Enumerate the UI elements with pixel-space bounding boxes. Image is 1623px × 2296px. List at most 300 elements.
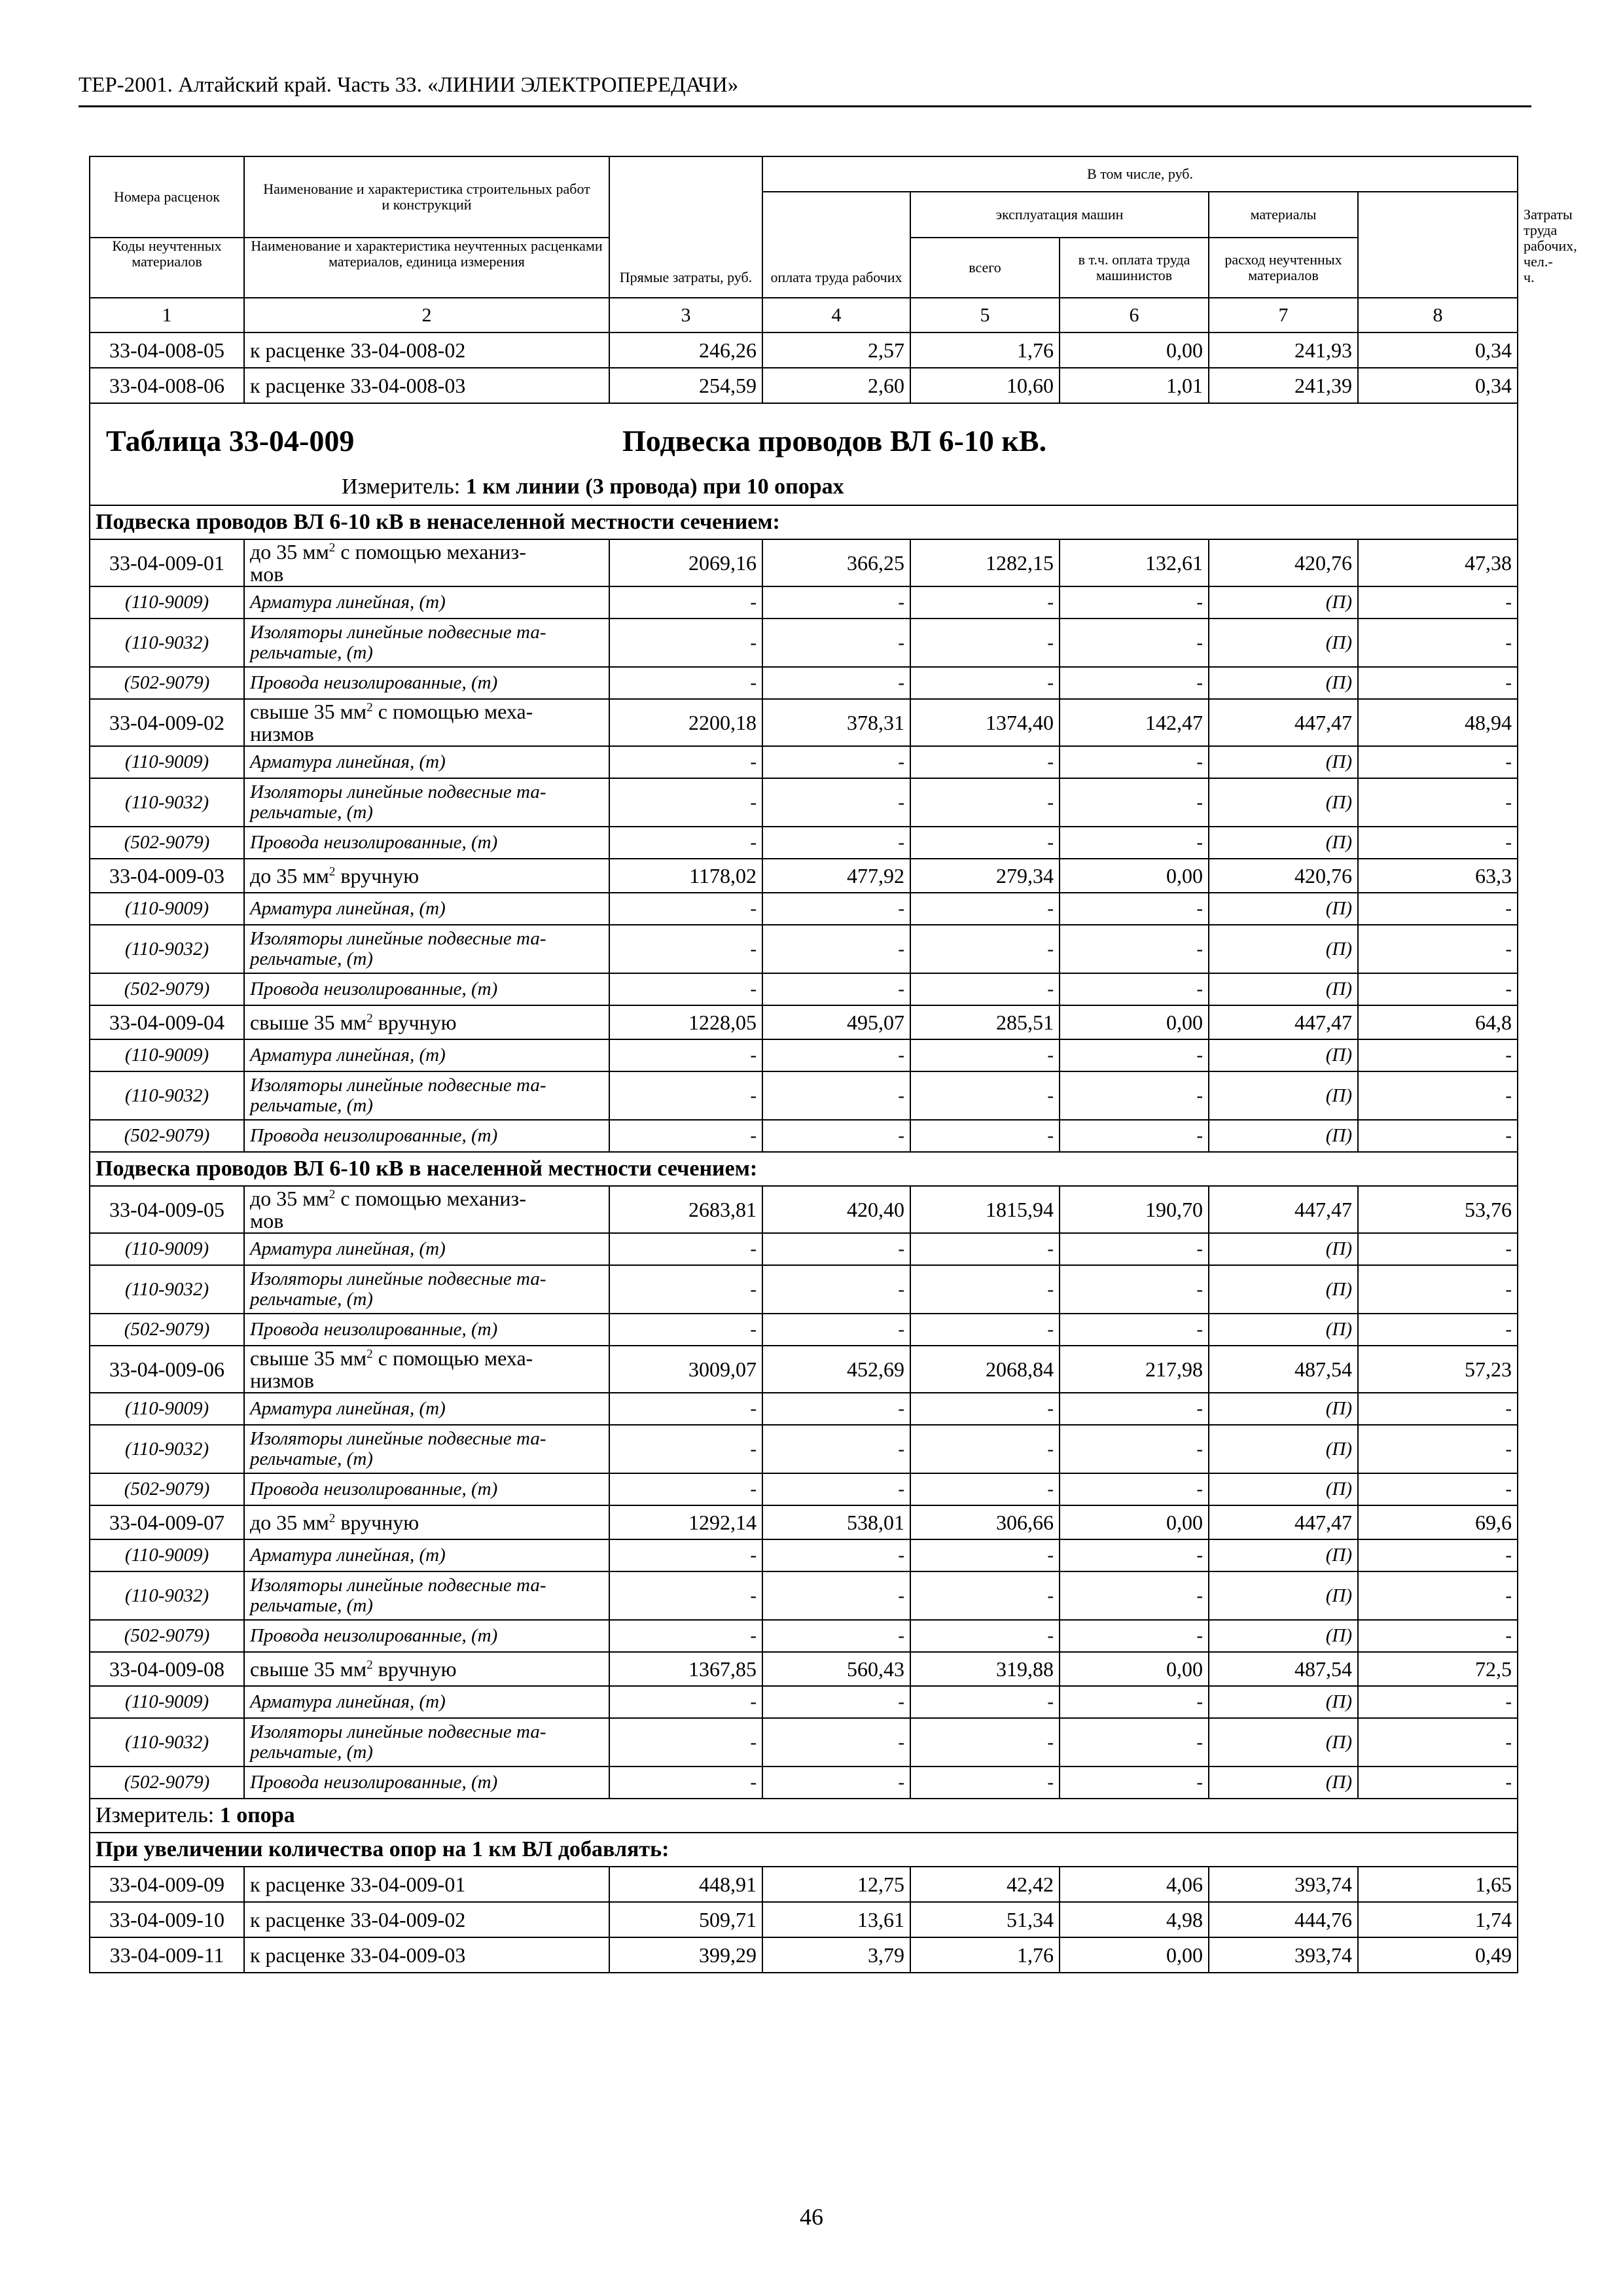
material-usage: (П) (1209, 827, 1358, 859)
material-usage: (П) (1209, 1686, 1358, 1718)
material-dash: - (1358, 1314, 1518, 1346)
material-dash: - (609, 1425, 762, 1473)
rate-hours: 64,8 (1358, 1005, 1518, 1039)
material-name-cell (244, 827, 609, 859)
material-name-cell (244, 925, 609, 973)
material-dash: - (762, 1686, 910, 1718)
rate-direct: 3009,07 (609, 1346, 762, 1393)
material-name: Изоляторы линейные подвесные та- (250, 1575, 546, 1596)
measure-value: 1 опора (219, 1803, 295, 1827)
material-name-cell (244, 1265, 609, 1314)
rate-labor: 12,75 (762, 1867, 910, 1902)
material-code: (110-9009) (90, 1393, 244, 1425)
rate-direct: 1292,14 (609, 1505, 762, 1539)
rate-name-post: вручную (372, 1011, 457, 1034)
material-name-line2: рельчатые, (т) (250, 1448, 373, 1469)
material-dash: - (609, 973, 762, 1005)
rate-mach: 2068,84 (910, 1346, 1060, 1393)
material-code: (110-9009) (90, 1686, 244, 1718)
rate-mach-labor: 0,00 (1060, 1937, 1209, 1973)
material-name-cell (244, 586, 609, 619)
rate-labor: 452,69 (762, 1346, 910, 1393)
material-code: (502-9079) (90, 1767, 244, 1799)
material-row (90, 619, 1518, 667)
rate-name (244, 699, 609, 746)
material-dash: - (609, 1539, 762, 1571)
rate-code: 33-04-009-07 (90, 1505, 244, 1539)
material-row (90, 925, 1518, 973)
material-dash: - (609, 746, 762, 778)
material-usage: (П) (1209, 1539, 1358, 1571)
material-dash: - (1358, 1718, 1518, 1767)
rate-mach: 319,88 (910, 1652, 1060, 1686)
rate-name (244, 1652, 609, 1686)
material-usage: (П) (1209, 1233, 1358, 1265)
section-text: Подвеска проводов ВЛ 6-10 кВ в населенной местности сечением: (96, 1157, 758, 1181)
superscript: 2 (366, 1011, 373, 1026)
table-title-row-cell (90, 403, 1518, 505)
rate-hours: 1,65 (1358, 1867, 1518, 1902)
superscript: 2 (329, 865, 336, 879)
rate-labor: 13,61 (762, 1902, 910, 1937)
material-name-line2: рельчатые, (т) (250, 1095, 373, 1116)
material-dash: - (762, 973, 910, 1005)
material-dash: - (609, 586, 762, 619)
material-dash: - (1060, 1425, 1209, 1473)
material-dash: - (910, 1425, 1060, 1473)
material-name: Арматура линейная, (т) (250, 751, 446, 772)
material-name: Арматура линейная, (т) (250, 1238, 446, 1259)
material-dash: - (762, 893, 910, 925)
material-code: (110-9009) (90, 1233, 244, 1265)
rate-name-pre: свыше 35 мм (250, 1346, 367, 1370)
col-number: 8 (1358, 298, 1518, 332)
rate-hours: 48,94 (1358, 699, 1518, 746)
material-dash: - (1358, 1393, 1518, 1425)
material-dash: - (609, 893, 762, 925)
material-dash: - (910, 893, 1060, 925)
material-dash: - (1358, 973, 1518, 1005)
rate-code: 33-04-009-03 (90, 859, 244, 893)
rate-row (90, 699, 1518, 746)
material-dash: - (609, 1265, 762, 1314)
material-dash: - (1060, 925, 1209, 973)
col-number: 2 (244, 298, 609, 332)
rate-hours: 47,38 (1358, 539, 1518, 586)
rate-labor: 378,31 (762, 699, 910, 746)
rate-code: 33-04-009-05 (90, 1186, 244, 1233)
material-dash: - (910, 1265, 1060, 1314)
table-head: Номера расценок Наименование и характеристика строительных работ и конструкций Прямые затраты, руб. В том числе, руб. Затраты труда рабочих, чел.-ч. оплата труда рабочих эксплуатация машин материалы Коды неучтенных материалов Наименование и характеристика неучтенных расценками материалов, единица измерения всего в т.ч. оплата труда машинистов расход неучтенных материалов 1 2 3 4 5 6 7 8 (90, 156, 1518, 332)
material-dash: - (1358, 1767, 1518, 1799)
material-usage: (П) (1209, 973, 1358, 1005)
rate-mach: 1,76 (910, 332, 1060, 368)
material-dash: - (910, 667, 1060, 699)
rate-mach: 1282,15 (910, 539, 1060, 586)
material-dash: - (910, 586, 1060, 619)
rate-code: 33-04-009-02 (90, 699, 244, 746)
material-dash: - (1060, 1314, 1209, 1346)
rate-materials: 393,74 (1209, 1937, 1358, 1973)
rate-row (90, 1346, 1518, 1393)
rate-mach-labor: 132,61 (1060, 539, 1209, 586)
material-dash: - (609, 1314, 762, 1346)
material-dash: - (1060, 1120, 1209, 1152)
material-dash: - (1358, 1473, 1518, 1505)
rate-mach-labor: 0,00 (1060, 1005, 1209, 1039)
material-name: Изоляторы линейные подвесные та- (250, 1075, 546, 1096)
material-dash: - (762, 1071, 910, 1120)
material-code: (110-9032) (90, 619, 244, 667)
material-dash: - (609, 1620, 762, 1652)
rate-labor: 560,43 (762, 1652, 910, 1686)
material-code: (502-9079) (90, 827, 244, 859)
material-dash: - (762, 746, 910, 778)
measure-row-cell (90, 1799, 1518, 1833)
rate-materials: 447,47 (1209, 1186, 1358, 1233)
material-name-cell (244, 1120, 609, 1152)
rate-name (244, 1505, 609, 1539)
material-dash: - (910, 1718, 1060, 1767)
material-dash: - (1060, 1620, 1209, 1652)
rate-materials: 241,39 (1209, 368, 1358, 403)
material-code: (110-9009) (90, 1539, 244, 1571)
material-dash: - (910, 619, 1060, 667)
rate-direct: 2069,16 (609, 539, 762, 586)
material-dash: - (1358, 1620, 1518, 1652)
rate-labor: 2,60 (762, 368, 910, 403)
material-usage: (П) (1209, 1393, 1358, 1425)
material-dash: - (609, 778, 762, 827)
material-name-line2: рельчатые, (т) (250, 1742, 373, 1763)
material-dash: - (910, 1039, 1060, 1071)
material-dash: - (910, 1233, 1060, 1265)
rate-hours: 72,5 (1358, 1652, 1518, 1686)
rate-mach-labor: 1,01 (1060, 368, 1209, 403)
rate-hours: 63,3 (1358, 859, 1518, 893)
material-dash: - (762, 1265, 910, 1314)
material-usage: (П) (1209, 1314, 1358, 1346)
material-dash: - (1358, 1071, 1518, 1120)
material-dash: - (910, 746, 1060, 778)
material-dash: - (762, 1473, 910, 1505)
material-dash: - (910, 1393, 1060, 1425)
material-dash: - (910, 1571, 1060, 1620)
material-row (90, 1314, 1518, 1346)
material-row (90, 1120, 1518, 1152)
material-code: (110-9009) (90, 746, 244, 778)
material-code: (110-9032) (90, 778, 244, 827)
rate-name-post: вручную (372, 1657, 457, 1681)
material-dash: - (609, 1039, 762, 1071)
material-usage: (П) (1209, 1039, 1358, 1071)
material-usage: (П) (1209, 1571, 1358, 1620)
material-dash: - (762, 1120, 910, 1152)
material-code: (110-9009) (90, 586, 244, 619)
material-row (90, 1265, 1518, 1314)
material-row (90, 778, 1518, 827)
material-row (90, 1393, 1518, 1425)
rate-name-post: с помощью меха- (372, 700, 533, 723)
material-name: Провода неизолированные, (т) (250, 1479, 498, 1499)
section-heading (90, 1152, 1518, 1186)
material-usage: (П) (1209, 1620, 1358, 1652)
rate-mach: 42,42 (910, 1867, 1060, 1902)
material-dash: - (1358, 1265, 1518, 1314)
table-code: Таблица 33-04-009 (106, 424, 355, 457)
rate-mach: 1374,40 (910, 699, 1060, 746)
material-row (90, 1473, 1518, 1505)
rate-mach: 306,66 (910, 1505, 1060, 1539)
rate-hours: 0,34 (1358, 332, 1518, 368)
rate-name: к расценке 33-04-008-02 (244, 332, 609, 368)
material-name-cell (244, 1071, 609, 1120)
material-dash: - (1060, 746, 1209, 778)
material-name: Провода неизолированные, (т) (250, 1125, 498, 1146)
col-mach-total: всего (910, 238, 1060, 298)
material-name: Арматура линейная, (т) (250, 1398, 446, 1419)
material-code: (110-9032) (90, 1265, 244, 1314)
material-code: (502-9079) (90, 973, 244, 1005)
rate-name: к расценке 33-04-009-01 (244, 1867, 609, 1902)
material-dash: - (762, 1233, 910, 1265)
rate-code: 33-04-009-04 (90, 1005, 244, 1039)
material-name: Провода неизолированные, (т) (250, 1319, 498, 1340)
rate-labor: 3,79 (762, 1937, 910, 1973)
material-dash: - (1060, 1039, 1209, 1071)
material-name: Изоляторы линейные подвесные та- (250, 928, 546, 949)
rate-name: к расценке 33-04-009-03 (244, 1937, 609, 1973)
rate-name-line2: мов (250, 562, 284, 586)
material-dash: - (1060, 1473, 1209, 1505)
material-dash: - (762, 827, 910, 859)
material-name: Провода неизолированные, (т) (250, 978, 498, 999)
material-name: Изоляторы линейные подвесные та- (250, 622, 546, 643)
col-direct: Прямые затраты, руб. (609, 156, 762, 298)
material-code: (502-9079) (90, 1314, 244, 1346)
rate-mach: 285,51 (910, 1005, 1060, 1039)
material-row (90, 1425, 1518, 1473)
material-name-line2: рельчатые, (т) (250, 802, 373, 823)
rate-code: 33-04-009-08 (90, 1652, 244, 1686)
rate-name (244, 1005, 609, 1039)
section-text: При увеличении количества опор на 1 км ВЛ добавлять: (96, 1837, 669, 1861)
rate-mach: 10,60 (910, 368, 1060, 403)
material-code: (110-9032) (90, 1718, 244, 1767)
material-dash: - (1358, 893, 1518, 925)
rate-materials: 487,54 (1209, 1652, 1358, 1686)
material-row (90, 1571, 1518, 1620)
material-usage: (П) (1209, 1425, 1358, 1473)
material-name: Арматура линейная, (т) (250, 1691, 446, 1712)
material-dash: - (910, 778, 1060, 827)
material-dash: - (910, 1539, 1060, 1571)
rate-code: 33-04-009-09 (90, 1867, 244, 1902)
table-body (90, 332, 1518, 1973)
section-heading-cell (90, 1833, 1518, 1867)
material-name-line2: рельчатые, (т) (250, 1289, 373, 1310)
rate-name (244, 1186, 609, 1233)
material-name-cell (244, 1718, 609, 1767)
material-usage: (П) (1209, 1120, 1358, 1152)
table-measure (342, 475, 844, 499)
table-row (90, 368, 1518, 403)
material-code: (110-9009) (90, 1039, 244, 1071)
rate-name-pre: свыше 35 мм (250, 1011, 367, 1034)
material-dash: - (1358, 667, 1518, 699)
material-dash: - (762, 586, 910, 619)
material-code: (110-9032) (90, 1425, 244, 1473)
rate-mach: 51,34 (910, 1902, 1060, 1937)
material-name-cell (244, 1233, 609, 1265)
material-name-cell (244, 1539, 609, 1571)
material-name: Провода неизолированные, (т) (250, 1772, 498, 1793)
rate-name-pre: свыше 35 мм (250, 1657, 367, 1681)
rate-materials: 420,76 (1209, 859, 1358, 893)
material-code: (110-9009) (90, 893, 244, 925)
material-dash: - (1060, 1233, 1209, 1265)
material-dash: - (609, 925, 762, 973)
measure-label: Измеритель: (342, 475, 466, 499)
rate-materials: 447,47 (1209, 1005, 1358, 1039)
rate-materials: 444,76 (1209, 1902, 1358, 1937)
section-text: Подвеска проводов ВЛ 6-10 кВ в ненаселенной местности сечением: (96, 510, 780, 534)
rate-name-pre: свыше 35 мм (250, 700, 367, 723)
rate-name (244, 1346, 609, 1393)
material-dash: - (1358, 778, 1518, 827)
rate-labor: 2,57 (762, 332, 910, 368)
material-code: (502-9079) (90, 1473, 244, 1505)
material-dash: - (609, 1120, 762, 1152)
material-name-cell (244, 746, 609, 778)
material-dash: - (1060, 1071, 1209, 1120)
rate-code: 33-04-008-05 (90, 332, 244, 368)
rate-code: 33-04-009-10 (90, 1902, 244, 1937)
material-name-cell (244, 1314, 609, 1346)
material-dash: - (609, 1233, 762, 1265)
material-dash: - (762, 925, 910, 973)
rate-direct: 254,59 (609, 368, 762, 403)
rate-name-pre: до 35 мм (250, 1187, 329, 1210)
material-usage: (П) (1209, 1718, 1358, 1767)
rate-materials: 487,54 (1209, 1346, 1358, 1393)
rate-code: 33-04-009-11 (90, 1937, 244, 1973)
measure-value: 1 км линии (3 провода) при 10 опорах (465, 475, 844, 499)
material-name-cell (244, 1393, 609, 1425)
rate-direct: 1178,02 (609, 859, 762, 893)
material-name-line2: рельчатые, (т) (250, 948, 373, 969)
material-name: Провода неизолированные, (т) (250, 832, 498, 853)
rate-mach-labor: 0,00 (1060, 332, 1209, 368)
rate-hours: 69,6 (1358, 1505, 1518, 1539)
material-dash: - (1060, 1686, 1209, 1718)
rates-table (89, 156, 1577, 1973)
rate-direct: 1367,85 (609, 1652, 762, 1686)
rate-mach: 279,34 (910, 859, 1060, 893)
rate-name-pre: до 35 мм (250, 540, 329, 564)
col-number: 4 (762, 298, 910, 332)
material-name-cell (244, 893, 609, 925)
rate-hours: 0,34 (1358, 368, 1518, 403)
material-usage: (П) (1209, 667, 1358, 699)
material-dash: - (609, 1393, 762, 1425)
rate-direct: 448,91 (609, 1867, 762, 1902)
rate-direct: 399,29 (609, 1937, 762, 1973)
rate-materials: 241,93 (1209, 332, 1358, 368)
section-heading (90, 1833, 1518, 1867)
material-name: Изоляторы линейные подвесные та- (250, 1428, 546, 1449)
material-name: Арматура линейная, (т) (250, 1545, 446, 1566)
rate-hours: 57,23 (1358, 1346, 1518, 1393)
superscript: 2 (366, 1347, 373, 1361)
col-machines: эксплуатация машин (910, 192, 1209, 238)
rate-hours: 1,74 (1358, 1902, 1518, 1937)
material-dash: - (762, 1425, 910, 1473)
material-dash: - (762, 1314, 910, 1346)
material-name-cell (244, 778, 609, 827)
material-name-cell (244, 667, 609, 699)
material-name: Арматура линейная, (т) (250, 898, 446, 919)
rate-materials: 420,76 (1209, 539, 1358, 586)
rate-name (244, 539, 609, 586)
material-dash: - (910, 827, 1060, 859)
material-dash: - (1060, 1539, 1209, 1571)
column-numbers-row (90, 298, 1518, 332)
rate-mach-labor: 142,47 (1060, 699, 1209, 746)
material-dash: - (609, 1718, 762, 1767)
table-row (90, 1937, 1518, 1973)
material-dash: - (1060, 667, 1209, 699)
material-dash: - (762, 619, 910, 667)
table-row (90, 1867, 1518, 1902)
rate-row (90, 1186, 1518, 1233)
material-code: (110-9032) (90, 1071, 244, 1120)
material-dash: - (1358, 925, 1518, 973)
material-dash: - (609, 1071, 762, 1120)
material-dash: - (762, 1393, 910, 1425)
material-usage: (П) (1209, 1473, 1358, 1505)
material-dash: - (762, 1718, 910, 1767)
material-name-cell (244, 1473, 609, 1505)
material-name: Изоляторы линейные подвесные та- (250, 1721, 546, 1742)
material-name-line2: рельчатые, (т) (250, 642, 373, 663)
material-dash: - (910, 1120, 1060, 1152)
material-dash: - (1358, 1539, 1518, 1571)
material-dash: - (1358, 827, 1518, 859)
material-dash: - (1358, 1233, 1518, 1265)
material-row (90, 1718, 1518, 1767)
section-heading (90, 505, 1518, 539)
rate-labor: 420,40 (762, 1186, 910, 1233)
material-usage: (П) (1209, 1071, 1358, 1120)
material-dash: - (762, 778, 910, 827)
material-dash: - (762, 1571, 910, 1620)
material-dash: - (609, 827, 762, 859)
material-usage: (П) (1209, 1767, 1358, 1799)
material-dash: - (1060, 1265, 1209, 1314)
rate-name-post: вручную (335, 864, 419, 888)
table-title-row (90, 403, 1518, 505)
section-heading-cell (90, 1152, 1518, 1186)
material-dash: - (1060, 586, 1209, 619)
material-dash: - (1060, 1571, 1209, 1620)
material-row (90, 1620, 1518, 1652)
rate-name-pre: до 35 мм (250, 1511, 329, 1534)
material-dash: - (1358, 619, 1518, 667)
rate-code: 33-04-008-06 (90, 368, 244, 403)
material-row (90, 586, 1518, 619)
rate-direct: 1228,05 (609, 1005, 762, 1039)
